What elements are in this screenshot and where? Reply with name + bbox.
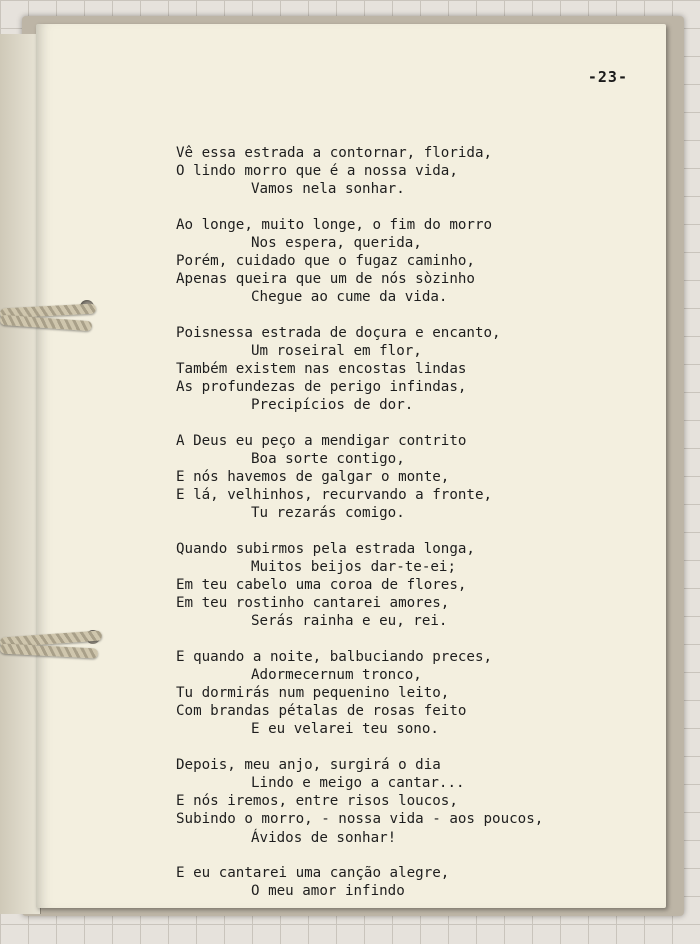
poem-line: Poisnessa estrada de doçura e encanto,: [176, 324, 501, 341]
poem-line: Serás rainha e eu, rei.: [251, 613, 448, 630]
poem-text: [176, 144, 676, 917]
poem-line: E eu velarei teu sono.: [251, 721, 439, 738]
poem-line: Lindo e meigo a cantar...: [251, 774, 465, 791]
poem-line: Depois, meu anjo, surgirá o dia: [176, 756, 441, 773]
poem-line: Boa sorte contigo,: [251, 450, 405, 467]
stanza: [176, 216, 676, 307]
poem-line: Também existem nas encostas lindas: [176, 361, 467, 378]
stanza: [176, 756, 676, 847]
poem-line: E eu cantarei uma canção alegre,: [176, 864, 450, 881]
poem-line: Um roseiral em flor,: [251, 342, 422, 359]
poem-line: E lá, velhinhos, recurvando a fronte,: [176, 487, 493, 504]
poem-line: E quando a noite, balbuciando preces,: [176, 648, 493, 665]
poem-line: As profundezas de perigo infindas,: [176, 379, 467, 396]
typewritten-page: [36, 24, 666, 908]
poem-line: O lindo morro que é a nossa vida,: [176, 163, 458, 180]
poem-line: Apenas queira que um de nós sòzinho: [176, 271, 475, 288]
poem-line: E nós iremos, entre risos loucos,: [176, 793, 458, 810]
stanza: [176, 864, 676, 900]
stanza: [176, 540, 676, 631]
poem-line: Com brandas pétalas de rosas feito: [176, 703, 467, 720]
stanza: [176, 648, 676, 739]
poem-line: Em teu rostinho cantarei amores,: [176, 595, 450, 612]
previous-page-edge: [0, 34, 41, 914]
stanza: [176, 432, 676, 523]
poem-line: Porém, cuidado que o fugaz caminho,: [176, 253, 475, 270]
poem-line: Tu rezarás comigo.: [251, 505, 405, 522]
poem-line: Ao longe, muito longe, o fim do morro: [176, 216, 493, 233]
poem-line: Chegue ao cume da vida.: [251, 289, 448, 306]
stanza: [176, 144, 676, 199]
poem-line: Quando subirmos pela estrada longa,: [176, 540, 475, 557]
stanza: [176, 324, 676, 415]
poem-line: Adormecernum tronco,: [251, 666, 422, 683]
poem-line: Muitos beijos dar-te-ei;: [251, 558, 456, 575]
poem-line: A Deus eu peço a mendigar contrito: [176, 432, 467, 449]
poem-line: Em teu cabelo uma coroa de flores,: [176, 577, 467, 594]
poem-line: Vê essa estrada a contornar, florida,: [176, 145, 493, 161]
poem-line: Ávidos de sonhar!: [251, 829, 397, 846]
poem-line: O meu amor infindo: [251, 882, 405, 899]
page-number: -23-: [587, 68, 628, 86]
poem-line: Tu dormirás num pequenino leito,: [176, 685, 450, 702]
poem-line: E nós havemos de galgar o monte,: [176, 469, 450, 486]
poem-line: Vamos nela sonhar.: [251, 181, 405, 198]
poem-line: Subindo o morro, - nossa vida - aos poucos,: [176, 811, 544, 828]
poem-line: Nos espera, querida,: [251, 234, 422, 251]
poem-line: Precipícios de dor.: [251, 397, 414, 414]
